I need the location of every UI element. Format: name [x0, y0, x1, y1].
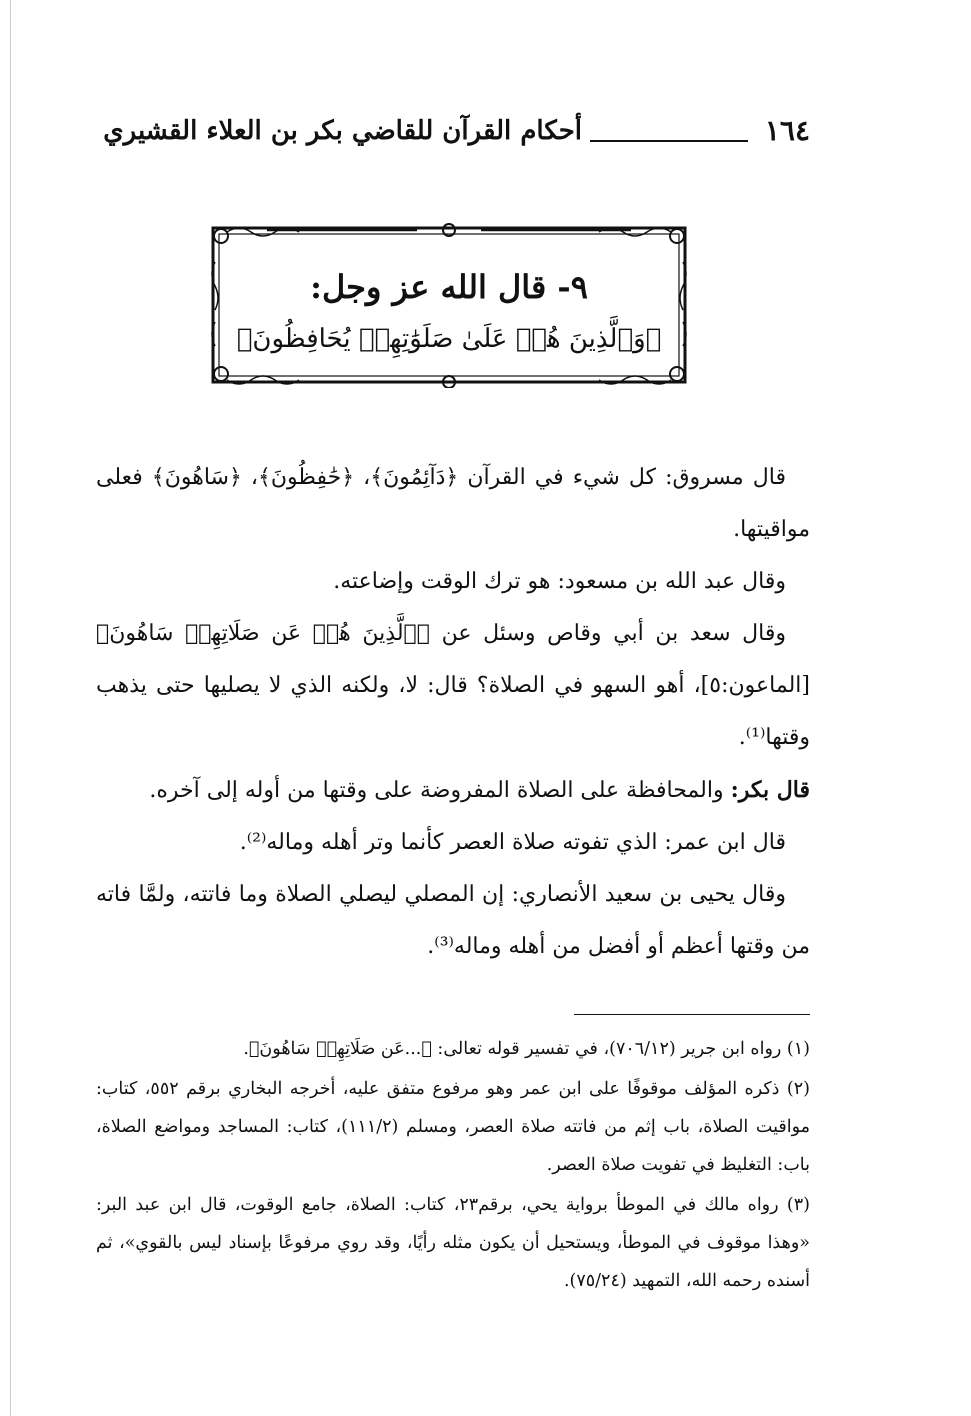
footnotes [96, 1030, 810, 1302]
paragraph-saad: وقال سعد بن أبي وقاص وسئل عن ﴿ٱلَّذِينَ هُمۡ عَن صَلَاتِهِمۡ سَاهُونَ﴾ [الماعون:٥]، أهو السهو في الصلاة؟ قال: لا، ولكنه الذي لا يصليها حتى يذهب وقتها⁽¹⁾. [96, 621, 810, 750]
book-title: أحكام القرآن للقاضي بكر بن العلاء القشيري [103, 116, 582, 146]
paragraph-yahya: وقال يحيى بن سعيد الأنصاري: إن المصلي ليصلي الصلاة وما فاتته، ولمَّا فاته من وقتها أعظم أو أفضل من أهله وماله⁽³⁾. [96, 882, 810, 959]
paragraph-ibn-masud: وقال عبد الله بن مسعود: هو ترك الوقت وإضاعته. [333, 569, 786, 594]
page-header [96, 110, 810, 160]
section-title-frame [207, 222, 691, 388]
main-text [96, 452, 810, 973]
page-number: ١٦٤ [764, 114, 810, 147]
bakr-label: قال بكر: [730, 777, 810, 803]
quran-verse: ﴿وَٱلَّذِينَ هُمۡ عَلَىٰ صَلَوَٰتِهِمۡ يُحَافِظُونَ﴾ [236, 324, 662, 354]
section-heading: ٩- قال الله عز وجل: [310, 268, 588, 306]
footnote-2: (٢) ذكره المؤلف موقوفًا على ابن عمر وهو مرفوع متفق عليه، أخرجه البخاري برقم ٥٥٢، كتاب: مواقيت الصلاة، باب إثم من فاتته صلاة العصر، ومسلم (١١١/٢)، كتاب: المساجد ومواضع الصلاة، باب: التغليظ في تفويت صلاة العصر. [96, 1079, 810, 1175]
paragraph-ibn-umar: قال ابن عمر: الذي تفوته صلاة العصر كأنما وتر أهله وماله⁽²⁾. [239, 830, 786, 855]
paragraph-masruq: قال مسروق: كل شيء في القرآن ﴿دَآئِمُونَ﴾، ﴿حَٰفِظُونَ﴾، ﴿سَاهُونَ﴾ فعلى مواقيتها. [96, 465, 810, 542]
scan-edge-line [10, 0, 11, 1416]
bakr-text: والمحافظة على الصلاة المفروضة على وقتها من أوله إلى آخره. [149, 778, 724, 803]
footnote-separator [574, 1014, 810, 1015]
header-rule [590, 140, 748, 142]
footnote-3: (٣) رواه مالك في الموطأ برواية يحي، برقم٢٣، كتاب: الصلاة، جامع الوقوت، قال ابن عبد البر: «وهذا موقوف في الموطأ، ويستحيل أن يكون مثله رأيًا، وقد روي مرفوعًا بإسناد ليس بالقوي»، ثم أسنده رحمه الله، التمهيد (٧٥/٢٤). [96, 1195, 810, 1291]
paragraph-bakr [96, 764, 810, 817]
footnote-1: (١) رواه ابن جرير (٧٠٦/١٢)، في تفسير قوله تعالى: ﴿...عَن صَلَاتِهِمۡ سَاهُونَ﴾. [243, 1039, 810, 1059]
